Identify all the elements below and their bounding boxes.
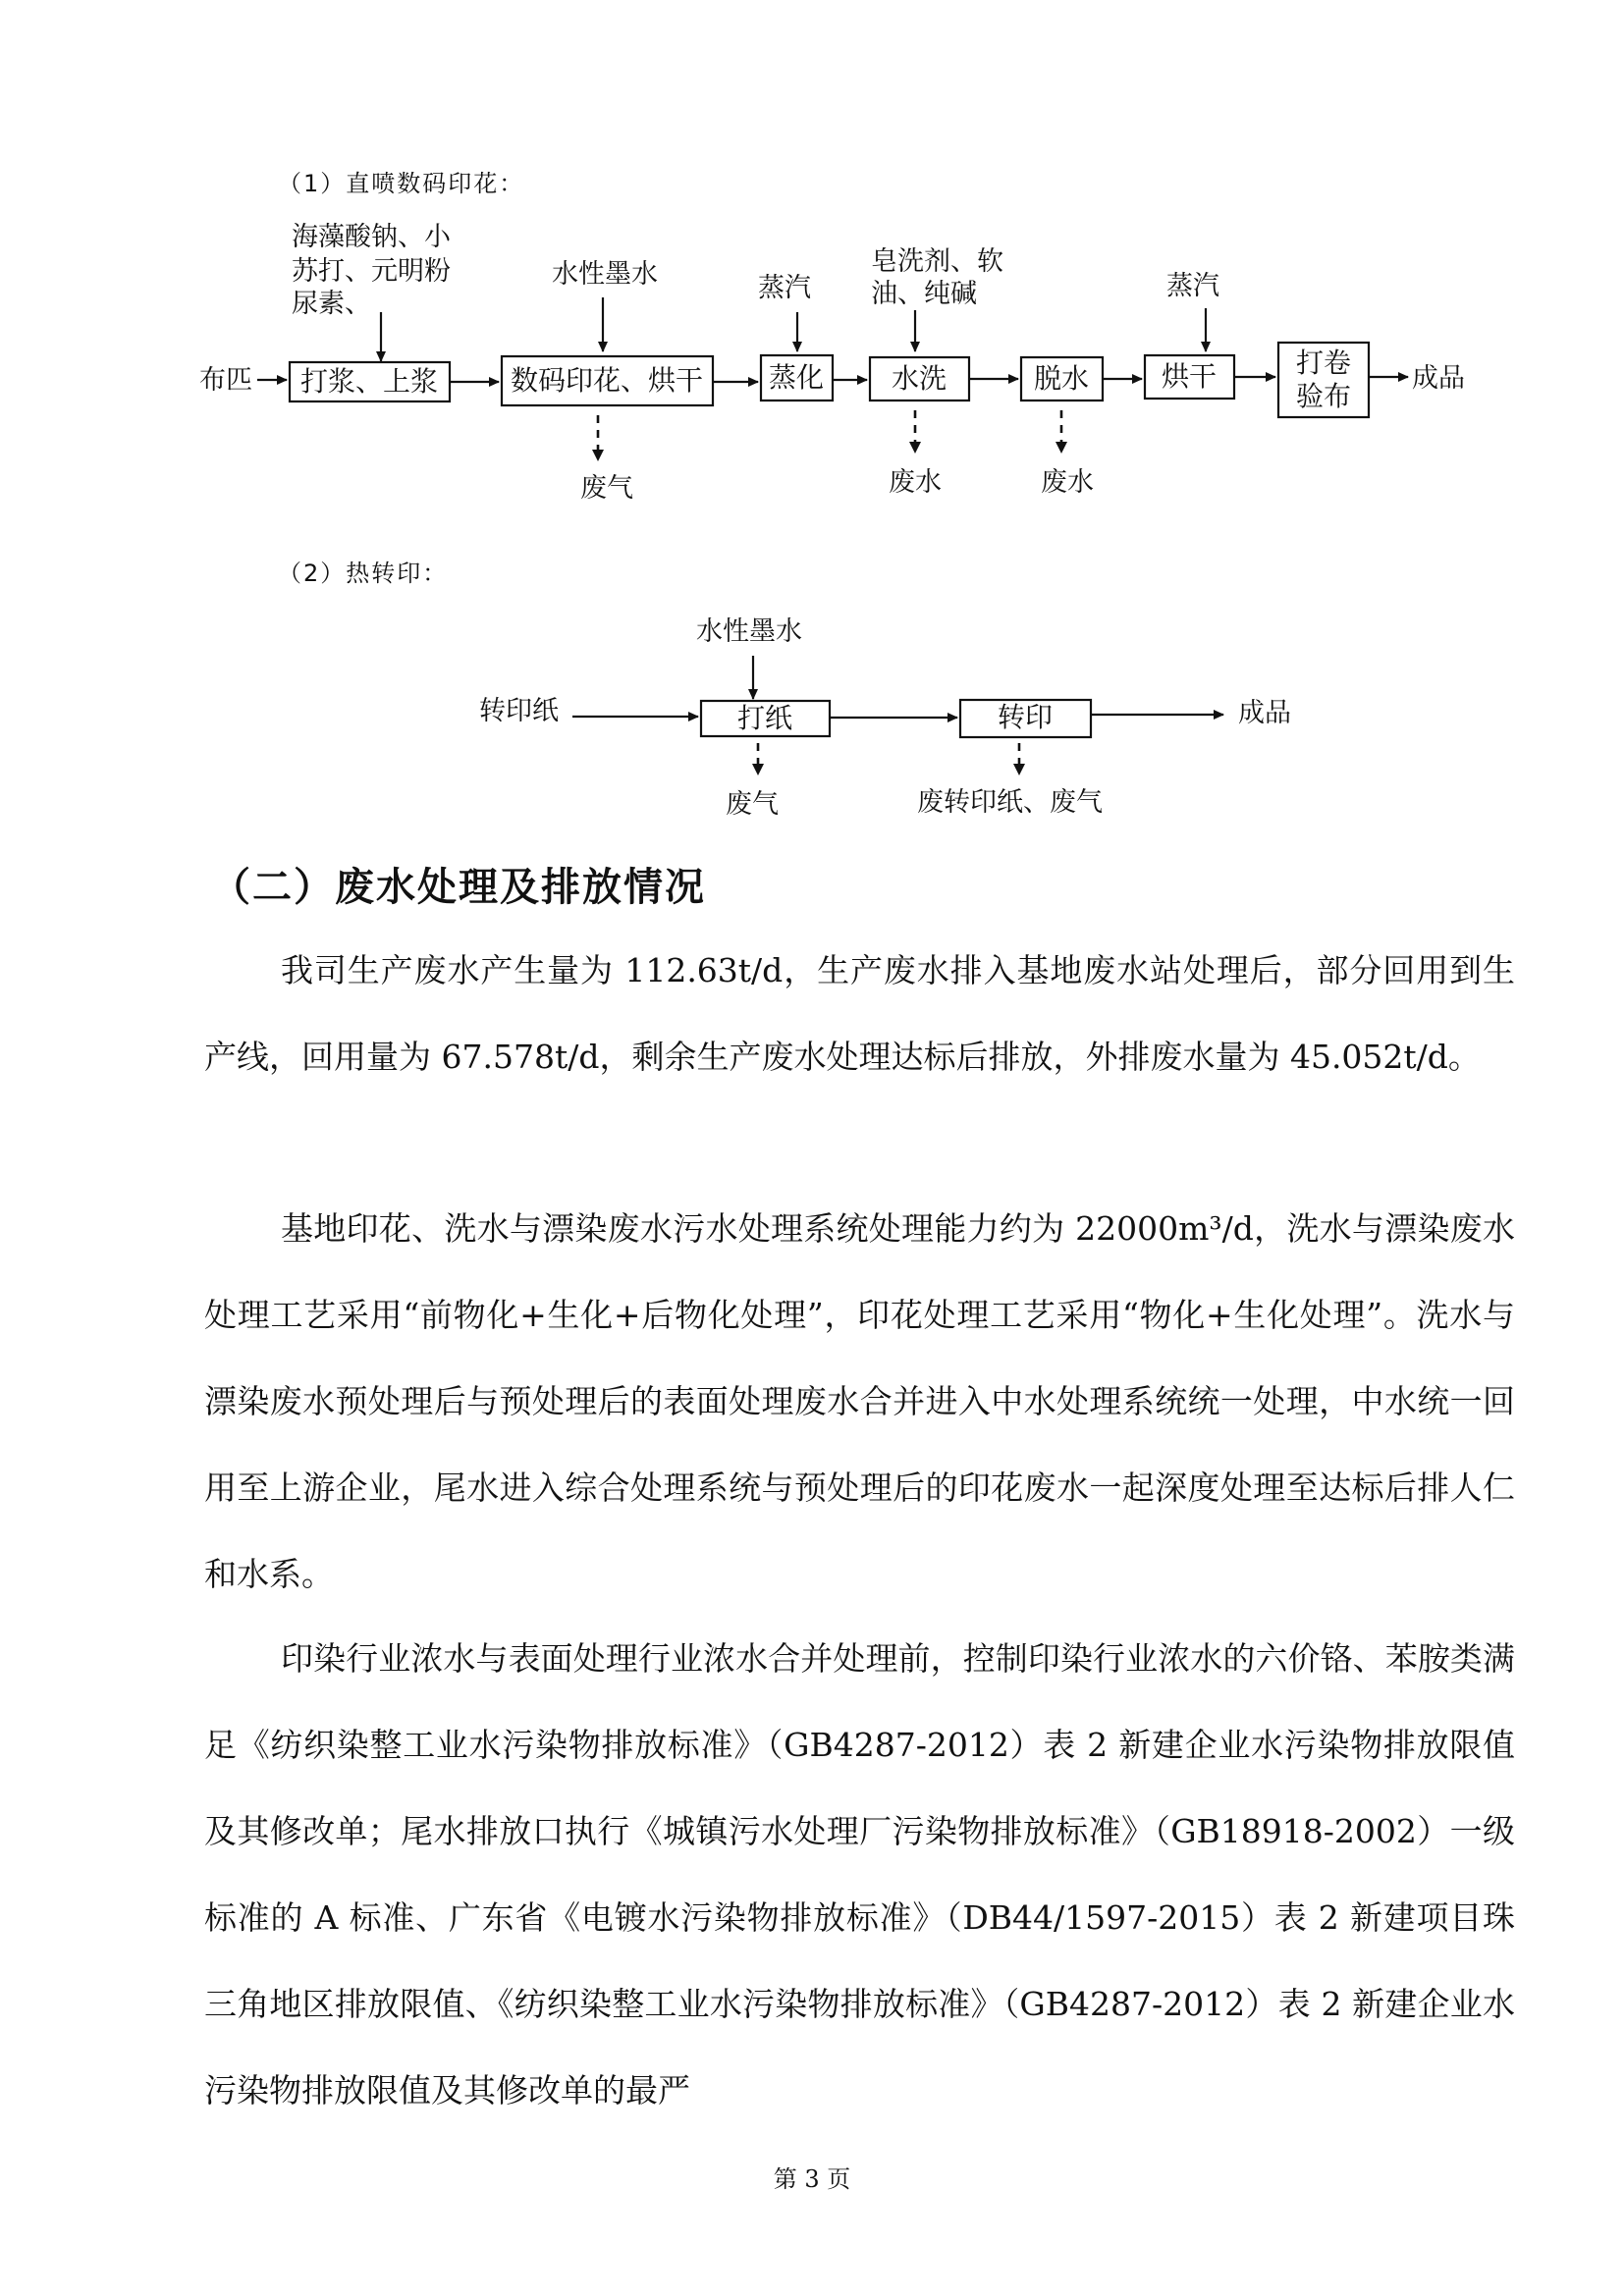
diagram1-input-detergent-line2: 油、纯碱	[871, 279, 977, 309]
diagram2-caption: （2）热转印：	[278, 560, 449, 587]
diagram2-output-exhaust: 废气	[726, 789, 779, 820]
diagram1-input-chemicals-line3: 尿素、	[292, 289, 371, 319]
paragraph-wastewater-volume: 我司生产废水产生量为 112.63t/d，生产废水排入基地废水站处理后，部分回用到生产线，回用量为 67.578t/d，剩余生产废水处理达标后排放，外排废水量为 45.052t/d。	[204, 951, 1515, 1076]
diagram1-step-dewatering-label: 脱水	[1033, 362, 1090, 395]
diagram1-output-exhaust: 废气	[580, 473, 633, 504]
diagram1-input-detergent-line1: 皂洗剂、软	[871, 246, 1003, 277]
diagram1-step-rolling-label-line2: 验布	[1295, 380, 1352, 412]
process-flow-diagrams	[0, 0, 1624, 834]
diagram1-input-ink: 水性墨水	[552, 259, 658, 290]
diagram1-step-sizing-label: 打浆、上浆	[299, 365, 439, 398]
diagram1-output-wastewater-1: 废水	[889, 467, 942, 498]
diagram2-step-transfer-label: 转印	[997, 701, 1054, 733]
diagram1-output-wastewater-2: 废水	[1041, 467, 1094, 498]
diagram1-end: 成品	[1412, 363, 1465, 394]
paragraph-discharge-standards: 印染行业浓水与表面处理行业浓水合并处理前，控制印染行业浓水的六价铬、苯胺类满足《纺织染整工业水污染物排放标准》（GB4287-2012）表 2 新建企业水污染物排放限值及其修改单；尾水排放口执行《城镇污水处理厂污染物排放标准》（GB18918-2002）一级标准的 A 标准、广东省《电镀水污染物排放标准》（DB44/1597-2015）表 2 新建项目珠三角地区排放限值、《纺织染整工业水污染物排放标准》（GB4287-2012）表 2 新建企业水污染物排放限值及其修改单的最严	[204, 1639, 1515, 2109]
paragraph-treatment-system: 基地印花、洗水与漂染废水污水处理系统处理能力约为 22000m³/d，洗水与漂染废水处理工艺采用“前物化+生化+后物化处理”，印花处理工艺采用“物化+生化处理”。洗水与漂染废水预处理后与预处理后的表面处理废水合并进入中水处理系统统一处理，中水统一回用至上游企业，尾水进入综合处理系统与预处理后的印花废水一起深度处理至达标后排人仁和水系。	[204, 1209, 1515, 1593]
diagram1-start: 布匹	[199, 365, 252, 396]
diagram1-step-drying-label: 烘干	[1161, 360, 1218, 393]
diagram2-end: 成品	[1238, 698, 1291, 728]
diagram2-start: 转印纸	[479, 696, 559, 726]
diagram1-input-steam-2: 蒸汽	[1166, 271, 1219, 301]
diagram1-caption: （1）直喷数码印花：	[278, 170, 525, 197]
section-heading: （二）废水处理及排放情况	[211, 865, 706, 910]
diagram1-step-printing-label: 数码印花、烘干	[510, 364, 704, 397]
diagram1-step-rolling-label-line1: 打卷	[1295, 347, 1352, 379]
diagram1-step-washing-label: 水洗	[891, 362, 947, 395]
diagram2-input-ink: 水性墨水	[696, 616, 802, 647]
diagram1-input-steam-1: 蒸汽	[758, 273, 811, 303]
diagram2-step-printing-paper-label: 打纸	[736, 702, 793, 734]
diagram2-output-waste: 废转印纸、废气	[917, 787, 1103, 818]
page-number: 第 3 页	[773, 2165, 851, 2193]
diagram1-input-chemicals-line1: 海藻酸钠、小	[292, 222, 451, 252]
diagram1-step-steaming-label: 蒸化	[768, 361, 825, 394]
diagram1-input-chemicals-line2: 苏打、元明粉	[292, 256, 451, 287]
